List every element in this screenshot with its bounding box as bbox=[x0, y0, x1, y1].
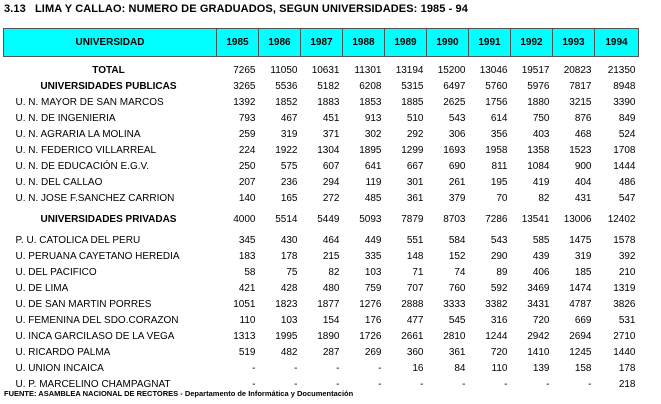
graduates-cell: 3265 bbox=[233, 81, 256, 92]
graduates-cell: 585 bbox=[532, 235, 550, 246]
graduates-cell: 1084 bbox=[527, 161, 550, 172]
graduates-cell: 183 bbox=[238, 251, 256, 262]
graduates-cell: 6208 bbox=[359, 81, 382, 92]
graduates-cell: 75 bbox=[286, 267, 298, 278]
graduates-cell: - bbox=[294, 379, 298, 390]
graduates-cell: 690 bbox=[448, 161, 466, 172]
university-name: P. U. CATOLICA DEL PERU bbox=[15, 235, 141, 246]
graduates-cell: 13541 bbox=[521, 214, 550, 225]
graduates-cell: 7817 bbox=[569, 81, 592, 92]
graduates-cell: 1304 bbox=[317, 145, 340, 156]
graduates-cell: 5449 bbox=[317, 214, 340, 225]
graduates-cell: 3382 bbox=[485, 299, 508, 310]
graduates-cell: 913 bbox=[364, 113, 382, 124]
graduates-cell: 178 bbox=[618, 363, 636, 374]
university-name: U. PERUANA CAYETANO HEREDIA bbox=[15, 251, 180, 262]
university-name: U. N. FEDERICO VILLARREAL bbox=[15, 145, 157, 156]
graduates-cell: 165 bbox=[280, 193, 298, 204]
graduates-cell: 477 bbox=[406, 315, 424, 326]
header-year: 1991 bbox=[469, 29, 511, 57]
graduates-cell: 269 bbox=[364, 347, 382, 358]
graduates-cell: 2810 bbox=[443, 331, 466, 342]
graduates-cell: 1523 bbox=[569, 145, 592, 156]
graduates-cell: 82 bbox=[538, 193, 550, 204]
graduates-cell: 379 bbox=[448, 193, 466, 204]
graduates-cell: - bbox=[252, 379, 256, 390]
graduates-cell: 849 bbox=[618, 113, 636, 124]
graduates-cell: 5976 bbox=[527, 81, 550, 92]
graduates-cell: - bbox=[462, 379, 466, 390]
graduates-cell: 301 bbox=[406, 177, 424, 188]
graduates-cell: 361 bbox=[448, 347, 466, 358]
graduates-cell: 486 bbox=[618, 177, 636, 188]
graduates-cell: 669 bbox=[574, 315, 592, 326]
graduates-cell: 154 bbox=[322, 315, 340, 326]
graduates-cell: 545 bbox=[448, 315, 466, 326]
graduates-cell: 1245 bbox=[569, 347, 592, 358]
graduates-cell: 89 bbox=[496, 267, 508, 278]
university-name: U. FEMENINA DEL SDO.CORAZON bbox=[15, 315, 179, 326]
graduates-cell: 547 bbox=[618, 193, 636, 204]
graduates-cell: 2661 bbox=[401, 331, 424, 342]
graduates-cell: 2942 bbox=[527, 331, 550, 342]
graduates-cell: 793 bbox=[238, 113, 256, 124]
table-row bbox=[4, 233, 639, 249]
graduates-cell: 306 bbox=[448, 129, 466, 140]
graduates-cell: 451 bbox=[322, 113, 340, 124]
graduates-cell: 236 bbox=[280, 177, 298, 188]
graduates-cell: 1319 bbox=[613, 283, 636, 294]
university-name: U. N. AGRARIA LA MOLINA bbox=[15, 129, 141, 140]
university-name: UNIVERSIDADES PUBLICAS bbox=[40, 81, 177, 92]
graduates-cell: 19517 bbox=[521, 65, 550, 76]
graduates-cell: 361 bbox=[406, 193, 424, 204]
graduates-cell: 1444 bbox=[613, 161, 636, 172]
graduates-cell: 1410 bbox=[527, 347, 550, 358]
graduates-cell: 1578 bbox=[613, 235, 636, 246]
university-name: U. N. DE EDUCACIÓN E.G.V. bbox=[15, 161, 150, 172]
graduates-cell: 158 bbox=[574, 363, 592, 374]
graduates-cell: 13006 bbox=[563, 214, 592, 225]
university-name: U. N. DE INGENIERIA bbox=[15, 113, 116, 124]
graduates-cell: 319 bbox=[280, 129, 298, 140]
table-row bbox=[4, 329, 639, 345]
graduates-cell: 1877 bbox=[317, 299, 340, 310]
graduates-cell: 524 bbox=[618, 129, 636, 140]
graduates-cell: 110 bbox=[491, 363, 508, 374]
graduates-cell: 5536 bbox=[275, 81, 298, 92]
graduates-cell: - bbox=[252, 363, 256, 374]
table-row bbox=[4, 297, 639, 313]
graduates-cell: 272 bbox=[322, 193, 340, 204]
header-universidad: UNIVERSIDAD bbox=[4, 29, 217, 57]
university-name: TOTAL bbox=[92, 65, 125, 76]
header-year: 1994 bbox=[595, 29, 639, 57]
graduates-cell: 614 bbox=[490, 113, 508, 124]
graduates-cell: 551 bbox=[406, 235, 424, 246]
header-year: 1993 bbox=[553, 29, 595, 57]
graduates-cell: 250 bbox=[238, 161, 256, 172]
graduates-cell: 185 bbox=[574, 267, 592, 278]
graduates-cell: 210 bbox=[618, 267, 636, 278]
graduates-cell: 294 bbox=[322, 177, 340, 188]
graduates-cell: 1958 bbox=[485, 145, 508, 156]
graduates-cell: 8703 bbox=[443, 214, 466, 225]
graduates-cell: 430 bbox=[280, 235, 298, 246]
graduates-cell: 140 bbox=[238, 193, 256, 204]
graduates-cell: 2888 bbox=[401, 299, 424, 310]
graduates-cell: 84 bbox=[454, 363, 466, 374]
graduates-cell: 468 bbox=[574, 129, 592, 140]
graduates-cell: - bbox=[378, 379, 382, 390]
table-row bbox=[4, 159, 639, 175]
graduates-cell: - bbox=[336, 363, 340, 374]
header-year: 1992 bbox=[511, 29, 553, 57]
graduates-cell: 1726 bbox=[359, 331, 382, 342]
graduates-cell: 5760 bbox=[485, 81, 508, 92]
graduates-cell: 15200 bbox=[437, 65, 466, 76]
table-row bbox=[4, 95, 639, 111]
graduates-cell: 1299 bbox=[401, 145, 424, 156]
graduates-cell: 1440 bbox=[613, 347, 636, 358]
university-name: U. RICARDO PALMA bbox=[15, 347, 111, 358]
graduates-cell: 215 bbox=[322, 251, 340, 262]
graduates-cell: 345 bbox=[238, 235, 256, 246]
section-row-publicas bbox=[4, 79, 639, 95]
graduates-cell: 1708 bbox=[613, 145, 636, 156]
graduates-cell: 21350 bbox=[607, 65, 636, 76]
graduates-cell: 3333 bbox=[443, 299, 466, 310]
graduates-cell: 1883 bbox=[317, 97, 340, 108]
header-year: 1988 bbox=[343, 29, 385, 57]
graduates-cell: 720 bbox=[532, 315, 550, 326]
graduates-cell: 811 bbox=[491, 161, 508, 172]
graduates-cell: 12402 bbox=[607, 214, 636, 225]
graduates-cell: 5514 bbox=[275, 214, 298, 225]
university-name: UNIVERSIDADES PRIVADAS bbox=[40, 214, 177, 225]
table-row bbox=[4, 143, 639, 159]
university-name: U. N. DEL CALLAO bbox=[15, 177, 103, 188]
graduates-cell: 74 bbox=[454, 267, 466, 278]
graduates-cell: 428 bbox=[280, 283, 298, 294]
graduates-cell: 7265 bbox=[233, 65, 256, 76]
graduates-cell: 1895 bbox=[359, 145, 382, 156]
graduates-cell: 224 bbox=[238, 145, 256, 156]
graduates-cell: 139 bbox=[532, 363, 550, 374]
graduates-cell: 403 bbox=[532, 129, 550, 140]
graduates-cell: 178 bbox=[280, 251, 298, 262]
graduates-cell: 152 bbox=[448, 251, 466, 262]
graduates-cell: 259 bbox=[238, 129, 256, 140]
table-row bbox=[4, 191, 639, 207]
graduates-cell: 4787 bbox=[569, 299, 592, 310]
graduates-cell: - bbox=[420, 379, 424, 390]
graduates-cell: 3431 bbox=[527, 299, 550, 310]
table-row bbox=[4, 127, 639, 143]
graduates-cell: 392 bbox=[618, 251, 636, 262]
graduates-cell: 3469 bbox=[527, 283, 550, 294]
graduates-cell: 421 bbox=[238, 283, 256, 294]
graduates-cell: 404 bbox=[574, 177, 592, 188]
graduates-cell: 1244 bbox=[485, 331, 508, 342]
graduates-cell: 1313 bbox=[233, 331, 256, 342]
graduates-cell: 482 bbox=[280, 347, 298, 358]
graduates-cell: 1756 bbox=[485, 97, 508, 108]
university-name: U. DE SAN MARTIN PORRES bbox=[15, 299, 152, 310]
table-row bbox=[4, 345, 639, 361]
graduates-cell: 607 bbox=[322, 161, 340, 172]
graduates-cell: 103 bbox=[364, 267, 382, 278]
graduates-cell: 7286 bbox=[485, 214, 508, 225]
graduates-cell: - bbox=[546, 379, 550, 390]
graduates-cell: 7879 bbox=[401, 214, 424, 225]
graduates-table bbox=[3, 28, 639, 393]
graduates-cell: 543 bbox=[490, 235, 508, 246]
graduates-cell: 5093 bbox=[359, 214, 382, 225]
graduates-cell: 20823 bbox=[563, 65, 592, 76]
graduates-cell: 1051 bbox=[233, 299, 256, 310]
graduates-cell: 2710 bbox=[613, 331, 636, 342]
graduates-cell: 1475 bbox=[569, 235, 592, 246]
university-name: U. INCA GARCILASO DE LA VEGA bbox=[15, 331, 175, 342]
graduates-cell: 207 bbox=[238, 177, 256, 188]
source-note bbox=[4, 389, 353, 398]
graduates-cell: 292 bbox=[406, 129, 424, 140]
graduates-cell: 103 bbox=[280, 315, 298, 326]
graduates-cell: 176 bbox=[364, 315, 382, 326]
graduates-cell: 360 bbox=[406, 347, 424, 358]
graduates-cell: 3215 bbox=[569, 97, 592, 108]
graduates-cell: 667 bbox=[406, 161, 424, 172]
graduates-cell: 8948 bbox=[613, 81, 636, 92]
source-label: FUENTE: ASAMBLEA NACIONAL DE RECTORES - bbox=[4, 389, 185, 398]
graduates-cell: 519 bbox=[238, 347, 256, 358]
graduates-cell: 707 bbox=[406, 283, 424, 294]
university-name: U. N. JOSE F.SANCHEZ CARRION bbox=[15, 193, 175, 204]
graduates-cell: 82 bbox=[328, 267, 340, 278]
graduates-cell: 6497 bbox=[443, 81, 466, 92]
graduates-cell: 10631 bbox=[311, 65, 340, 76]
graduates-cell: 1890 bbox=[317, 331, 340, 342]
graduates-cell: 543 bbox=[448, 113, 466, 124]
graduates-cell: 3826 bbox=[613, 299, 636, 310]
graduates-cell: 290 bbox=[490, 251, 508, 262]
table-title-text: LIMA Y CALLAO: NUMERO DE GRADUADOS, SEGUN UNIVERSIDADES: 1985 - 94 bbox=[34, 3, 468, 15]
table-row bbox=[4, 249, 639, 265]
graduates-cell: - bbox=[504, 379, 508, 390]
table-row bbox=[4, 281, 639, 297]
university-name: U. UNION INCAICA bbox=[15, 363, 104, 374]
graduates-cell: 760 bbox=[448, 283, 466, 294]
graduates-cell: 11301 bbox=[354, 65, 382, 76]
graduates-cell: 70 bbox=[496, 193, 508, 204]
graduates-cell: 71 bbox=[412, 267, 424, 278]
graduates-cell: 1995 bbox=[275, 331, 298, 342]
source-text: Departamento de Informática y Documentación bbox=[184, 389, 354, 398]
graduates-cell: 1474 bbox=[569, 283, 592, 294]
graduates-cell: 1392 bbox=[233, 97, 256, 108]
header-year: 1990 bbox=[427, 29, 469, 57]
graduates-cell: 5315 bbox=[401, 81, 424, 92]
table-row bbox=[4, 361, 639, 377]
graduates-cell: 759 bbox=[364, 283, 382, 294]
graduates-cell: 287 bbox=[322, 347, 340, 358]
graduates-cell: 1852 bbox=[275, 97, 298, 108]
graduates-cell: 406 bbox=[532, 267, 550, 278]
table-row bbox=[4, 111, 639, 127]
graduates-cell: 119 bbox=[365, 177, 382, 188]
graduates-cell: 2694 bbox=[569, 331, 592, 342]
table-title bbox=[4, 3, 468, 15]
graduates-cell: 1853 bbox=[359, 97, 382, 108]
graduates-cell: - bbox=[588, 379, 592, 390]
graduates-cell: 316 bbox=[490, 315, 508, 326]
header-year: 1985 bbox=[217, 29, 259, 57]
graduates-cell: 720 bbox=[490, 347, 508, 358]
university-name: U. DEL PACIFICO bbox=[15, 267, 97, 278]
section-row-privadas bbox=[4, 212, 639, 228]
graduates-cell: 531 bbox=[618, 315, 636, 326]
graduates-cell: 302 bbox=[364, 129, 382, 140]
graduates-cell: 2625 bbox=[443, 97, 466, 108]
graduates-cell: 3390 bbox=[613, 97, 636, 108]
graduates-cell: 467 bbox=[280, 113, 298, 124]
graduates-cell: 431 bbox=[574, 193, 592, 204]
graduates-cell: 11050 bbox=[270, 65, 298, 76]
graduates-cell: 4000 bbox=[233, 214, 256, 225]
header-year: 1986 bbox=[259, 29, 301, 57]
graduates-cell: - bbox=[336, 379, 340, 390]
graduates-cell: 900 bbox=[574, 161, 592, 172]
table-row bbox=[4, 313, 639, 329]
header-year: 1987 bbox=[301, 29, 343, 57]
graduates-cell: - bbox=[378, 363, 382, 374]
graduates-cell: 371 bbox=[322, 129, 340, 140]
graduates-cell: 1922 bbox=[275, 145, 298, 156]
graduates-cell: 261 bbox=[448, 177, 466, 188]
graduates-cell: 485 bbox=[364, 193, 382, 204]
table-number: 3.13 bbox=[4, 3, 26, 15]
graduates-cell: 1358 bbox=[527, 145, 550, 156]
total-row bbox=[4, 63, 639, 79]
graduates-cell: 195 bbox=[490, 177, 508, 188]
graduates-cell: 584 bbox=[448, 235, 466, 246]
graduates-cell: 356 bbox=[490, 129, 508, 140]
table-row bbox=[4, 175, 639, 191]
graduates-cell: 449 bbox=[364, 235, 382, 246]
graduates-cell: 13194 bbox=[395, 65, 424, 76]
graduates-cell: 480 bbox=[322, 283, 340, 294]
graduates-cell: 1880 bbox=[527, 97, 550, 108]
table-row bbox=[4, 265, 639, 281]
graduates-cell: 592 bbox=[490, 283, 508, 294]
graduates-cell: 110 bbox=[239, 315, 256, 326]
graduates-cell: 439 bbox=[532, 251, 550, 262]
graduates-cell: 1276 bbox=[359, 299, 382, 310]
graduates-cell: 58 bbox=[244, 267, 256, 278]
university-name: U. N. MAYOR DE SAN MARCOS bbox=[15, 97, 164, 108]
university-name: U. P. MARCELINO CHAMPAGNAT bbox=[15, 379, 171, 390]
table-header-row bbox=[4, 29, 639, 57]
graduates-cell: 1823 bbox=[275, 299, 298, 310]
graduates-cell: 218 bbox=[618, 379, 636, 390]
graduates-cell: 464 bbox=[322, 235, 340, 246]
graduates-cell: 5182 bbox=[317, 81, 340, 92]
graduates-cell: 148 bbox=[406, 251, 424, 262]
graduates-cell: 419 bbox=[532, 177, 550, 188]
graduates-cell: 13046 bbox=[479, 65, 508, 76]
graduates-cell: 16 bbox=[412, 363, 424, 374]
graduates-cell: 1693 bbox=[443, 145, 466, 156]
graduates-cell: 641 bbox=[364, 161, 382, 172]
graduates-cell: 319 bbox=[574, 251, 592, 262]
header-year: 1989 bbox=[385, 29, 427, 57]
graduates-cell: 750 bbox=[532, 113, 550, 124]
graduates-cell: - bbox=[294, 363, 298, 374]
graduates-cell: 575 bbox=[280, 161, 298, 172]
graduates-cell: 1885 bbox=[401, 97, 424, 108]
graduates-cell: 510 bbox=[406, 113, 424, 124]
graduates-cell: 335 bbox=[364, 251, 382, 262]
university-name: U. DE LIMA bbox=[15, 283, 69, 294]
graduates-cell: 876 bbox=[574, 113, 592, 124]
